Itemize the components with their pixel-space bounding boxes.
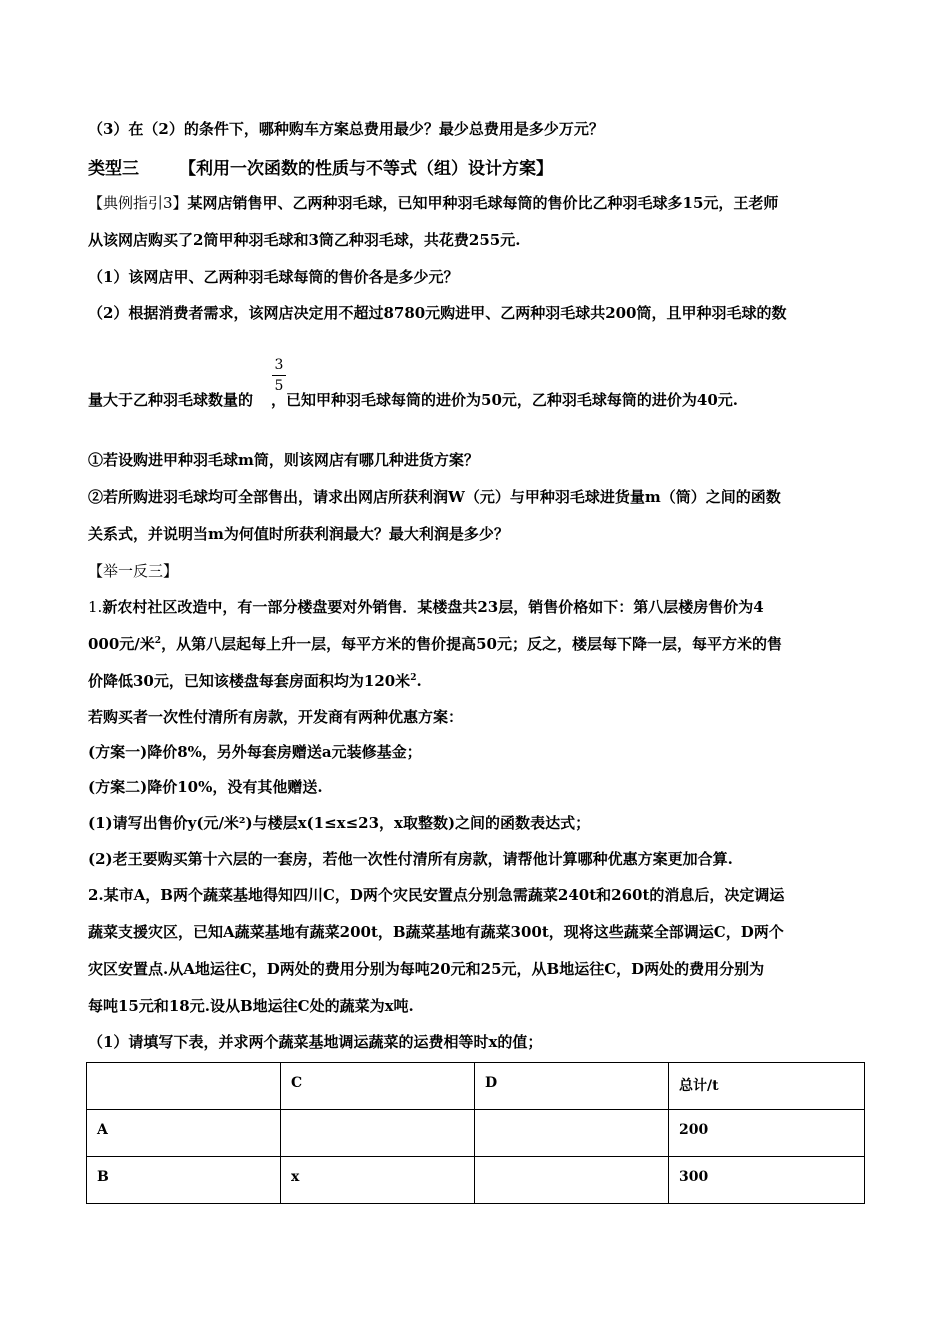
q2-cont-a: 量大于乙种羽毛球数量的 [88, 391, 254, 409]
problem1-text-b1: 000元/米 [88, 635, 155, 653]
problem1-plan2: (方案二)降价10%，没有其他赠送. [88, 778, 323, 796]
problem1-text-a: 新农村社区改造中，有一部分楼盘要对外销售．某楼盘共23层，销售价格如下：第八层楼房售价为4 [102, 598, 764, 616]
problem1-plan1: (方案一)降价8%，另外每套房赠送a元装修基金； [88, 743, 422, 761]
problem1-line-c [88, 670, 868, 691]
type3-title: 【利用一次函数的性质与不等式（组）设计方案】 [179, 159, 553, 179]
table-header-cell: D [475, 1063, 669, 1110]
table-header-cell: C [281, 1063, 475, 1110]
problem2-line-d: 每吨15元和18元.设从B地运往C处的蔬菜为x吨. [88, 997, 414, 1015]
fraction-numerator: 3 [274, 357, 284, 373]
subq-2a: ②若所购进羽毛球均可全部售出，请求出网店所获利润W（元）与甲种羽毛球进货量m（筒）之间的函数 [88, 488, 781, 506]
problem2-line-c: 灾区安置点.从A地运往C，D两处的费用分别为每吨20元和25元，从B地运往C，D两处的费用分别为 [88, 960, 765, 978]
superscript-2: 2 [154, 636, 162, 646]
table-cell: 200 [669, 1110, 865, 1157]
table-cell: x [281, 1157, 475, 1204]
table-cell [475, 1157, 669, 1204]
problem2-line-b: 蔬菜支援灾区，已知A蔬菜基地有蔬菜200t，B蔬菜基地有蔬菜300t，现将这些蔬菜全部调运C，D两个 [88, 923, 784, 941]
example3-line-1 [88, 192, 868, 213]
superscript-2b: 2 [410, 673, 417, 683]
table-cell [281, 1110, 475, 1157]
table-header-cell: 总计/t [669, 1063, 865, 1110]
problem1-line-b [88, 633, 868, 654]
type3-label: 类型三 [88, 159, 139, 179]
table-cell: B [87, 1157, 281, 1204]
problem1-q2: (2)老王要购买第十六层的一套房，若他一次性付清所有房款，请帮他计算哪种优惠方案更加合算. [88, 850, 733, 868]
problem1-number: 1. [88, 598, 103, 616]
fraction-denominator: 5 [274, 378, 284, 394]
subq-1: ①若设购进甲种羽毛球m筒，则该网店有哪几种进货方案？ [88, 451, 479, 469]
type3-heading [88, 154, 868, 179]
table-row [87, 1157, 865, 1204]
subq-2b: 关系式，并说明当m为何值时所获利润最大？最大利润是多少？ [88, 525, 509, 543]
problem1-text-b2: ，从第八层起每上升一层，每平方米的售价提高50元；反之，楼层每下降一层，每平方米的售 [161, 635, 782, 653]
practice-heading: 【举一反三】 [88, 562, 179, 580]
example3-tag: 【典例指引3】 [88, 194, 188, 212]
example3-q2-cont [88, 389, 868, 410]
table-header-cell [87, 1063, 281, 1110]
problem1-line-a [88, 596, 868, 617]
problem1-q1: (1)请写出售价y(元/米²)与楼层x(1≤x≤23，x取整数)之间的函数表达式； [88, 814, 591, 832]
table-cell: A [87, 1110, 281, 1157]
example3-line-2: 从该网店购买了2筒甲种羽毛球和3筒乙种羽毛球，共花费255元. [88, 231, 521, 249]
problem2-q1: （1）请填写下表，并求两个蔬菜基地调运蔬菜的运费相等时x的值； [88, 1033, 543, 1051]
q2-cont-b: ，已知甲种羽毛球每筒的进价为50元，乙种羽毛球每筒的进价为40元. [271, 391, 738, 409]
problem2-line-a: 2.某市A，B两个蔬菜基地得知四川C，D两个灾民安置点分别急需蔬菜240t和260t的消息后，决定调运 [88, 886, 785, 904]
problem1-line-d: 若购买者一次性付清所有房款，开发商有两种优惠方案： [88, 708, 464, 726]
example3-q1: （1）该网店甲、乙两种羽毛球每筒的售价各是多少元？ [88, 268, 459, 286]
example3-q2: （2）根据消费者需求，该网店决定用不超过8780元购进甲、乙两种羽毛球共200筒，且甲种羽毛球的数 [88, 304, 787, 322]
table-cell: 300 [669, 1157, 865, 1204]
table-row [87, 1110, 865, 1157]
question-3-line: （3）在（2）的条件下，哪种购车方案总费用最少？最少总费用是多少万元？ [88, 120, 604, 138]
problem1-text-c1: 价降低30元，已知该楼盘每套房面积均为120米 [88, 672, 411, 690]
transport-table [86, 1062, 865, 1204]
example3-text-a: 某网店销售甲、乙两种羽毛球，已知甲种羽毛球每筒的售价比乙种羽毛球多15元，王老师 [187, 194, 779, 212]
problem1-text-c2: . [416, 672, 422, 690]
fraction-bar [272, 375, 286, 376]
table-cell [475, 1110, 669, 1157]
table-header-row [87, 1063, 865, 1110]
